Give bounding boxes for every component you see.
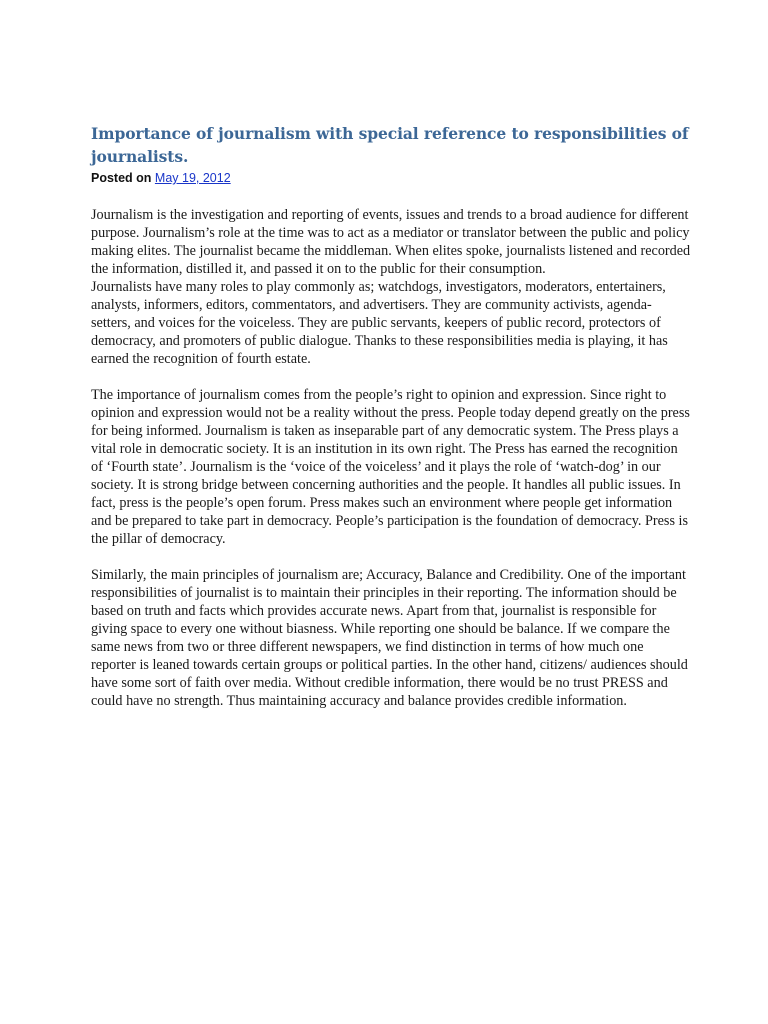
paragraph-roles: Journalists have many roles to play commonly as; watchdogs, investigators, moderators, entertainers, analysts, informers, editors, commentators, and advertisers. They are community activists, agenda-setters, and voices for the voiceless. They are public servants, keepers of public record, protectors of democracy, and promoters of public dialogue. Thanks to these responsibilities media is playing, it has earned the recognition of fourth estate. bbox=[91, 279, 668, 367]
posted-label: Posted on bbox=[91, 171, 152, 185]
paragraph-importance: The importance of journalism comes from the people’s right to opinion and expression. Since right to opinion and expression would not be a reality without the press. People today depend greatly on the press for being informed. Journalism is taken as inseparable part of any democratic system. The Press plays a vital role in democratic society. It is an institution in its own right. The Press has earned the recognition of ‘Fourth state’. Journalism is the ‘voice of the voiceless’ and it plays the role of ‘watch-dog’ in our society. It is strong bridge between concerning authorities and the people. It handles all public issues. In fact, press is the people’s open forum. Press makes such an environment where people get information and be prepared to take part in democracy. People’s participation is the foundation of democracy. Press is the pillar of democracy. bbox=[91, 387, 690, 547]
paragraph-definition: Journalism is the investigation and reporting of events, issues and trends to a broad audience for different purpose. Journalism’s role at the time was to act as a mediator or translator between the public and policy making elites. The journalist became the middleman. When elites spoke, journalists listened and recorded the information, distilled it, and passed it on to the public for their consumption. bbox=[91, 207, 691, 277]
article-title: Importance of journalism with special reference to responsibilities of journalists. bbox=[91, 124, 689, 166]
post-meta bbox=[91, 170, 691, 186]
article bbox=[91, 122, 691, 710]
posted-date-link[interactable]: May 19, 2012 bbox=[154, 171, 231, 185]
paragraph-principles: Similarly, the main principles of journalism are; Accuracy, Balance and Credibility. One of the important responsibilities of journalist is to maintain their principles in their reporting. The information should be based on truth and facts which provides accurate news. Apart from that, journalist is responsible for giving space to every one without biasness. While reporting one should be balance. If we compare the same news from two or three different newspapers, we find distinction in terms of how much one reporter is leaned towards certain groups or political parties. In the other hand, citizens/ audiences should have some sort of faith over media. Without credible information, there would be no trust PRESS and could have no strength. Thus maintaining accuracy and balance provides credible information. bbox=[91, 567, 688, 709]
